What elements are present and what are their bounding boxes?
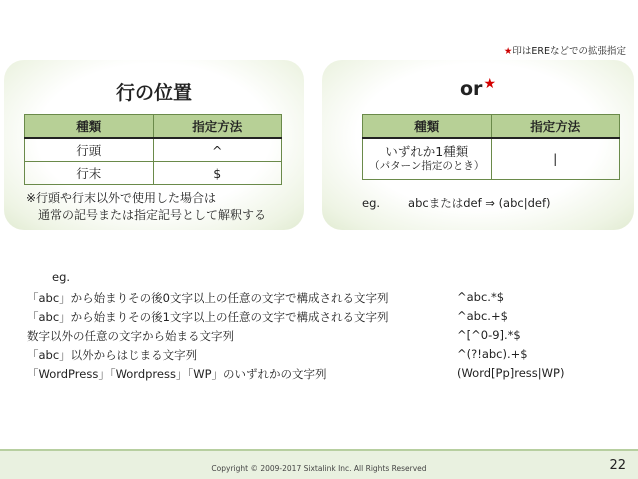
example-pattern: ^abc.*$ [457, 290, 505, 304]
extension-note-text: 印はEREなどでの拡張指定 [512, 46, 626, 57]
example-desc: 「abc」から始まりその後1文字以上の任意の文字で構成される文字列 [27, 310, 389, 324]
remark-line-2: 通常の記号または指定記号として解釈する [26, 208, 267, 222]
examples-label: eg. [52, 270, 71, 284]
or-example-label: eg. [362, 196, 381, 210]
list-item [27, 347, 607, 366]
star-icon: ★ [483, 76, 496, 92]
cell-type [363, 138, 492, 180]
list-item [27, 366, 607, 385]
cell-type-line-1: いずれか1種類 [385, 144, 469, 160]
list-item [27, 309, 607, 328]
or-title-text: or [460, 78, 483, 100]
cell-method: $ [153, 162, 282, 185]
header-method: 指定方法 [153, 115, 282, 139]
cell-type-line-2: （パターン指定のとき） [369, 160, 485, 173]
example-pattern: (Word[Pp]ress|WP) [457, 366, 565, 380]
list-item [27, 290, 607, 309]
extension-note [504, 43, 626, 57]
table-row [363, 138, 620, 180]
cell-method: | [491, 138, 620, 180]
example-pattern: ^[^0-9].*$ [457, 328, 521, 342]
remark-line-1: ※行頭や行末以外で使用した場合は [26, 191, 217, 205]
example-desc: 「abc」以外からはじまる文字列 [27, 348, 198, 362]
or-example [362, 195, 551, 211]
star-icon: ★ [503, 46, 513, 57]
table-header-row [25, 115, 282, 139]
line-position-remark [26, 190, 266, 224]
or-table [362, 114, 620, 180]
cell-type: 行頭 [25, 138, 154, 162]
cell-type: 行末 [25, 162, 154, 185]
table-row [25, 138, 282, 162]
table-row [25, 162, 282, 185]
example-desc: 「abc」から始まりその後0文字以上の任意の文字で構成される文字列 [27, 291, 389, 305]
page-number: 22 [609, 458, 626, 473]
list-item [27, 328, 607, 347]
header-type: 種類 [25, 115, 154, 139]
examples-list [27, 290, 607, 385]
header-type: 種類 [363, 115, 492, 139]
header-method: 指定方法 [491, 115, 620, 139]
or-example-text: abcまたはdef ⇒ (abc|def) [408, 196, 551, 210]
example-desc: 「WordPress」「Wordpress」「WP」のいずれかの文字列 [27, 367, 327, 381]
line-position-title: 行の位置 [115, 82, 192, 104]
cell-method: ^ [153, 138, 282, 162]
line-position-table [24, 114, 282, 185]
or-title [322, 78, 634, 100]
example-pattern: ^abc.+$ [457, 309, 508, 323]
example-desc: 数字以外の任意の文字から始まる文字列 [27, 329, 234, 343]
table-header-row [363, 115, 620, 139]
copyright: Copyright © 2009-2017 Sixtalink Inc. All Rights Reserved [211, 464, 427, 473]
example-pattern: ^(?!abc).+$ [457, 347, 528, 361]
